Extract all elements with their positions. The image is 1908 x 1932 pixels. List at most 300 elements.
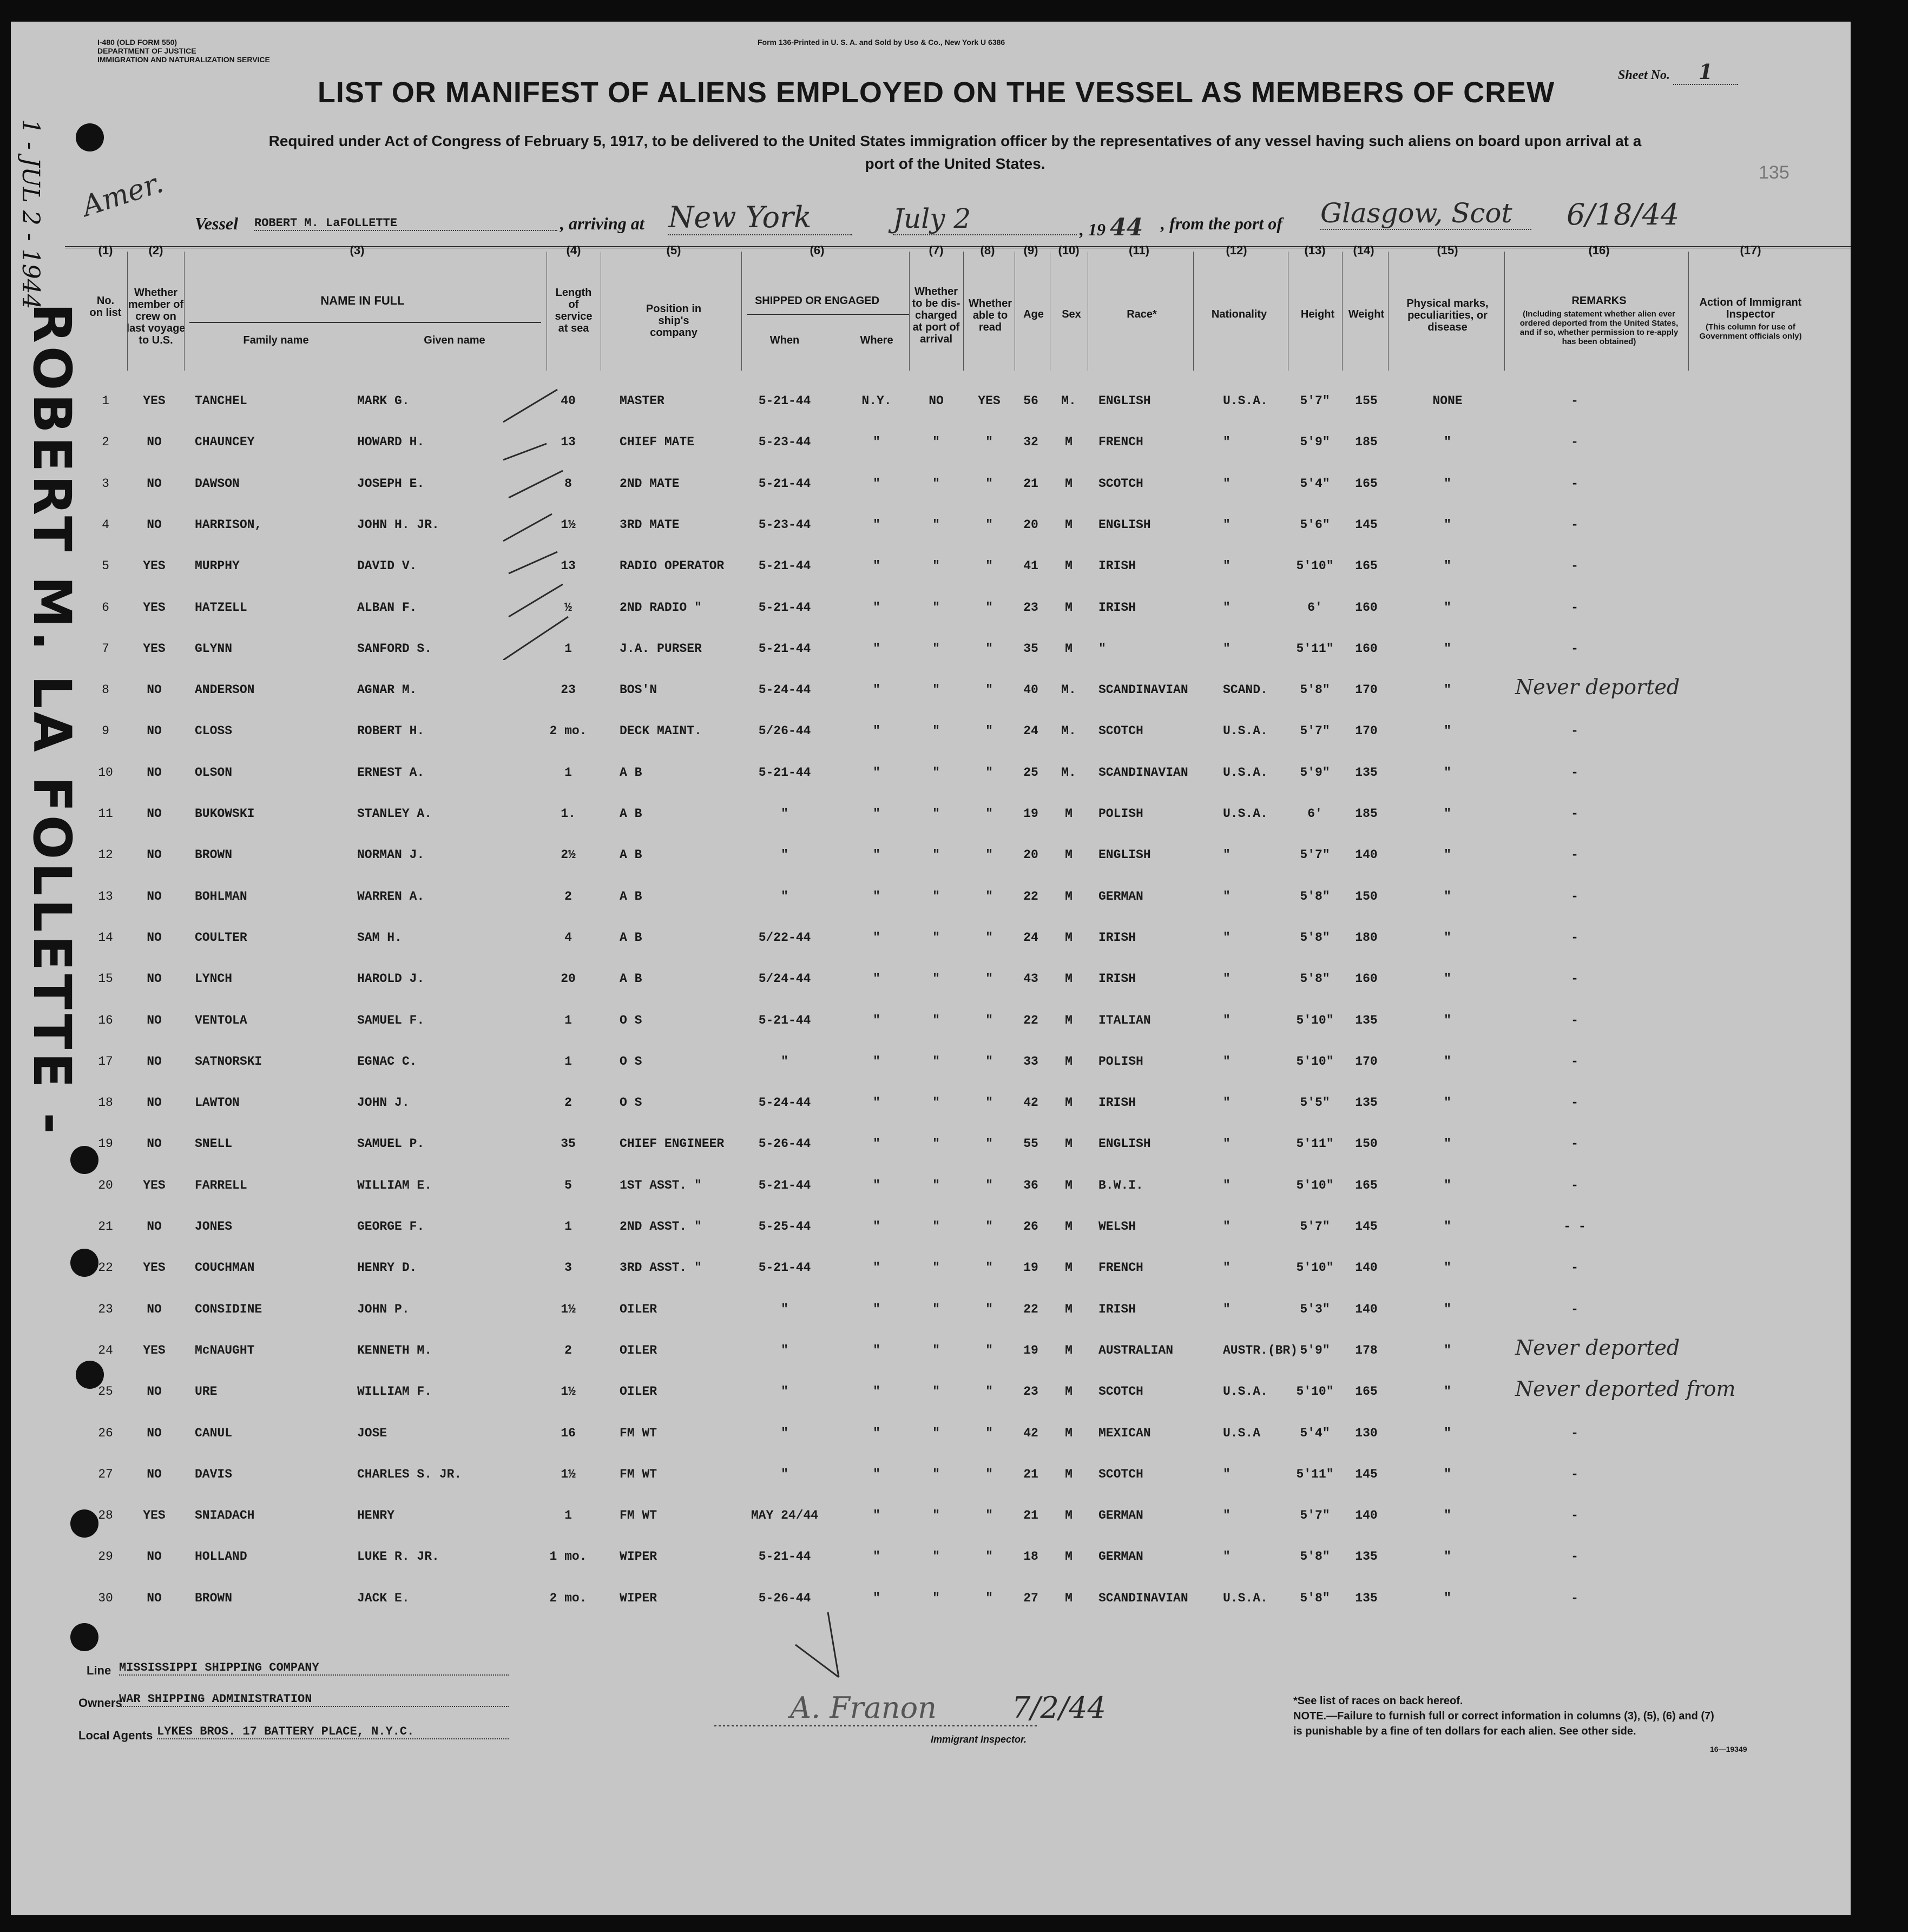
- shipped-divider: [747, 314, 909, 315]
- table-row: [11, 472, 1851, 494]
- cell-position: 2ND MATE: [620, 476, 680, 491]
- cell-where: ": [873, 600, 880, 615]
- cell-nat: U.S.A.: [1223, 724, 1268, 738]
- cell-remark: -: [1571, 807, 1578, 821]
- vessel-name: ROBERT M. LaFOLLETTE: [254, 216, 557, 231]
- cell-where: ": [873, 1508, 880, 1523]
- cell-read: ": [985, 1219, 993, 1234]
- cell-remark: -: [1571, 1508, 1578, 1523]
- cell-race: IRISH: [1098, 600, 1136, 615]
- cell-age: 20: [1023, 517, 1038, 532]
- cell-where: ": [873, 1013, 880, 1027]
- subtitle-line-1: Required under Act of Congress of February 5, 1917, to be delivered to the United States immigration officer by the representatives of any vessel having such aliens on board upon arrival at a: [268, 133, 1642, 149]
- arrival-year: 44: [1110, 214, 1143, 241]
- cell-prev: NO: [147, 807, 162, 821]
- cell-nat: ": [1223, 1137, 1231, 1151]
- cell-when: 5-21-44: [758, 1261, 811, 1275]
- cell-age: 23: [1023, 600, 1038, 615]
- cell-nat: U.S.A: [1223, 1426, 1261, 1440]
- cell-race: ENGLISH: [1098, 1137, 1151, 1151]
- cell-given: SAMUEL P.: [357, 1137, 425, 1151]
- received-stamp: 1 - JUL 2 - 1944: [17, 119, 44, 309]
- header-shipped: SHIPPED OR ENGAGED: [754, 295, 880, 307]
- cell-position: A B: [620, 972, 642, 986]
- cell-sex: M: [1065, 807, 1073, 821]
- header-action-sub: (This column for use of Government officials only): [1699, 322, 1802, 341]
- table-row: [11, 802, 1851, 824]
- cell-given: ERNEST A.: [357, 765, 425, 780]
- cell-sex: M: [1065, 1219, 1073, 1234]
- cell-disch: ": [932, 1178, 940, 1192]
- cell-service: 1: [564, 765, 572, 780]
- cell-race: POLISH: [1098, 1054, 1143, 1069]
- cell-when: 5-24-44: [758, 1096, 811, 1110]
- cell-family: LAWTON: [195, 1096, 240, 1110]
- cell-given: AGNAR M.: [357, 683, 417, 697]
- vessel-name-margin: ROBERT M. LA FOLLETTE -: [22, 303, 82, 1138]
- cell-service: 13: [561, 559, 576, 573]
- table-row: [11, 1091, 1851, 1113]
- cell-race: IRISH: [1098, 972, 1136, 986]
- penalty-note-2: is punishable by a fine of ten dollars for each alien. See other side.: [1293, 1725, 1636, 1737]
- name-divider: [189, 322, 541, 323]
- cell-disch: ": [932, 889, 940, 904]
- cell-family: VENTOLA: [195, 1013, 247, 1027]
- table-row: [11, 926, 1851, 948]
- cell-where: ": [873, 765, 880, 780]
- cell-read: ": [985, 848, 993, 862]
- col-num: (5): [666, 243, 681, 257]
- cell-prev: NO: [147, 1384, 162, 1399]
- cell-disch: NO: [929, 394, 944, 408]
- cell-service: 1: [564, 1054, 572, 1069]
- cell-sex: M: [1065, 1096, 1073, 1110]
- cell-nat: ": [1223, 559, 1231, 573]
- col-num: (3): [350, 243, 365, 257]
- cell-weight: 178: [1355, 1343, 1378, 1357]
- cell-service: 35: [561, 1137, 576, 1151]
- cell-height: 5'6": [1300, 517, 1330, 532]
- cell-when: ": [781, 889, 788, 904]
- cell-remark: Never deported from: [1515, 1377, 1736, 1401]
- cell-weight: 135: [1355, 1013, 1378, 1027]
- header-discharged: Whether to be dis-charged at port of arrival: [912, 286, 960, 345]
- cell-family: CHAUNCEY: [195, 435, 255, 450]
- cell-given: HOWARD H.: [357, 435, 425, 450]
- cell-when: 5-23-44: [758, 435, 811, 450]
- cell-sex: M: [1065, 1302, 1073, 1316]
- cell-where: ": [873, 1261, 880, 1275]
- cell-where: ": [873, 1426, 880, 1440]
- cell-race: GERMAN: [1098, 889, 1143, 904]
- cell-when: ": [781, 1054, 788, 1069]
- cell-no: 9: [102, 724, 109, 738]
- cell-race: IRISH: [1098, 1096, 1136, 1110]
- cell-given: JOHN P.: [357, 1302, 410, 1316]
- cell-phys: ": [1444, 641, 1451, 656]
- cell-no: 27: [98, 1467, 113, 1481]
- cell-prev: NO: [147, 1137, 162, 1151]
- cell-given: LUKE R. JR.: [357, 1549, 439, 1564]
- cell-phys: ": [1444, 1508, 1451, 1523]
- shipping-line: MISSISSIPPI SHIPPING COMPANY: [119, 1661, 509, 1676]
- cell-service: 1: [564, 1508, 572, 1523]
- cell-phys: ": [1444, 1384, 1451, 1399]
- cell-when: 5-24-44: [758, 683, 811, 697]
- cell-nat: ": [1223, 641, 1231, 656]
- cell-read: ": [985, 1137, 993, 1151]
- cell-family: BROWN: [195, 1591, 233, 1605]
- cell-position: 2ND RADIO ": [620, 600, 702, 615]
- voyage-line: [195, 214, 238, 234]
- cell-family: GLYNN: [195, 641, 233, 656]
- cell-given: CHARLES S. JR.: [357, 1467, 462, 1481]
- cell-when: ": [781, 1384, 788, 1399]
- cell-where: ": [873, 641, 880, 656]
- cell-position: A B: [620, 807, 642, 821]
- cell-weight: 140: [1355, 1261, 1378, 1275]
- cell-remark: -: [1571, 600, 1578, 615]
- cell-family: HOLLAND: [195, 1549, 247, 1564]
- cell-disch: ": [932, 641, 940, 656]
- cell-prev: NO: [147, 1219, 162, 1234]
- cell-read: ": [985, 1549, 993, 1564]
- cell-where: ": [873, 683, 880, 697]
- cell-read: ": [985, 807, 993, 821]
- cell-where: ": [873, 1054, 880, 1069]
- cell-family: CLOSS: [195, 724, 233, 738]
- cell-prev: YES: [143, 600, 166, 615]
- cell-no: 8: [102, 683, 109, 697]
- cell-disch: ": [932, 559, 940, 573]
- cell-position: O S: [620, 1054, 642, 1069]
- cell-when: 5/26-44: [758, 724, 811, 738]
- year-field: [1080, 214, 1143, 241]
- sheet-number-field: [1618, 60, 1738, 85]
- cell-prev: YES: [143, 1343, 166, 1357]
- cell-when: 5-21-44: [758, 765, 811, 780]
- table-row: [11, 1545, 1851, 1567]
- cell-phys: ": [1444, 435, 1451, 450]
- cell-age: 43: [1023, 972, 1038, 986]
- cell-height: 5'9": [1300, 765, 1330, 780]
- cell-nat: ": [1223, 1178, 1231, 1192]
- year-prefix: , 19: [1080, 220, 1106, 239]
- cell-nat: ": [1223, 476, 1231, 491]
- header-no: No. on list: [89, 295, 122, 319]
- cell-weight: 165: [1355, 559, 1378, 573]
- cell-race: MEXICAN: [1098, 1426, 1151, 1440]
- cell-when: 5/24-44: [758, 972, 811, 986]
- local-agents: LYKES BROS. 17 BATTERY PLACE, N.Y.C.: [157, 1725, 509, 1739]
- cell-position: 3RD ASST. ": [620, 1261, 702, 1275]
- cell-prev: NO: [147, 1591, 162, 1605]
- cell-weight: 170: [1355, 683, 1378, 697]
- cell-weight: 170: [1355, 1054, 1378, 1069]
- cell-no: 24: [98, 1343, 113, 1357]
- cell-disch: ": [932, 724, 940, 738]
- cell-age: 41: [1023, 559, 1038, 573]
- cell-remark: -: [1571, 1591, 1578, 1605]
- cell-service: 1: [564, 641, 572, 656]
- cell-phys: ": [1444, 807, 1451, 821]
- cell-no: 17: [98, 1054, 113, 1069]
- cell-weight: 185: [1355, 435, 1378, 450]
- cell-no: 20: [98, 1178, 113, 1192]
- cell-height: 5'8": [1300, 889, 1330, 904]
- cell-where: ": [873, 972, 880, 986]
- inspector-label: Immigrant Inspector.: [931, 1734, 1027, 1745]
- cell-prev: NO: [147, 1054, 162, 1069]
- cell-height: 5'7": [1300, 724, 1330, 738]
- page-title: LIST OR MANIFEST OF ALIENS EMPLOYED ON THE VESSEL AS MEMBERS OF CREW: [317, 76, 1555, 109]
- cell-age: 42: [1023, 1096, 1038, 1110]
- cell-position: OILER: [620, 1302, 657, 1316]
- cell-sex: M: [1065, 1054, 1073, 1069]
- cell-service: 2 mo.: [549, 1591, 587, 1605]
- cell-position: FM WT: [620, 1508, 657, 1523]
- cell-height: 5'9": [1300, 1343, 1330, 1357]
- header-able-read: Whether able to read: [969, 298, 1012, 333]
- cell-disch: ": [932, 435, 940, 450]
- cell-position: RADIO OPERATOR: [620, 559, 725, 573]
- cell-weight: 140: [1355, 848, 1378, 862]
- cell-race: SCOTCH: [1098, 724, 1143, 738]
- cell-prev: NO: [147, 972, 162, 986]
- cell-nat: ": [1223, 1467, 1231, 1481]
- cell-race: IRISH: [1098, 1302, 1136, 1316]
- header-weight: Weight: [1348, 308, 1385, 320]
- cell-no: 5: [102, 559, 109, 573]
- header-physical: Physical marks, peculiarities, or disease: [1406, 298, 1489, 333]
- cell-height: 5'8": [1300, 972, 1330, 986]
- agents-label: Local Agents: [78, 1729, 153, 1742]
- cell-position: BOS'N: [620, 683, 657, 697]
- cell-service: 16: [561, 1426, 576, 1440]
- cell-service: 1 mo.: [549, 1549, 587, 1564]
- cell-given: WARREN A.: [357, 889, 425, 904]
- cell-no: 22: [98, 1261, 113, 1275]
- cell-position: A B: [620, 930, 642, 945]
- cell-sex: M: [1065, 889, 1073, 904]
- cell-given: GEORGE F.: [357, 1219, 425, 1234]
- cell-position: A B: [620, 848, 642, 862]
- cell-family: ANDERSON: [195, 683, 255, 697]
- cell-prev: YES: [143, 1178, 166, 1192]
- cell-weight: 165: [1355, 1178, 1378, 1192]
- col-num: (2): [148, 243, 163, 257]
- table-row: [11, 1504, 1851, 1526]
- col-num: (12): [1226, 243, 1247, 257]
- cell-weight: 170: [1355, 724, 1378, 738]
- cell-when: 5-21-44: [758, 476, 811, 491]
- cell-disch: ": [932, 1302, 940, 1316]
- margin-note: Amer.: [78, 166, 167, 223]
- cell-service: 1½: [561, 1302, 576, 1316]
- footer-notes: [1293, 1693, 1714, 1739]
- line-label: Line: [87, 1664, 111, 1677]
- cell-family: BROWN: [195, 848, 233, 862]
- cell-prev: NO: [147, 930, 162, 945]
- cell-height: 5'7": [1300, 394, 1330, 408]
- cell-position: 1ST ASST. ": [620, 1178, 702, 1192]
- cell-when: 5-26-44: [758, 1137, 811, 1151]
- cell-height: 5'7": [1300, 1219, 1330, 1234]
- cell-family: SATNORSKI: [195, 1054, 262, 1069]
- cell-race: FRENCH: [1098, 1261, 1143, 1275]
- cell-when: 5-21-44: [758, 600, 811, 615]
- cell-height: 5'10": [1296, 1384, 1334, 1399]
- cell-read: ": [985, 517, 993, 532]
- cell-age: 55: [1023, 1137, 1038, 1151]
- cell-phys: ": [1444, 930, 1451, 945]
- cell-nat: ": [1223, 848, 1231, 862]
- cell-no: 12: [98, 848, 113, 862]
- cell-given: ROBERT H.: [357, 724, 425, 738]
- table-row: [11, 843, 1851, 865]
- table-row: [11, 720, 1851, 741]
- cell-service: 3: [564, 1261, 572, 1275]
- cell-weight: 160: [1355, 972, 1378, 986]
- cell-nat: SCAND.: [1223, 683, 1268, 697]
- cell-nat: U.S.A.: [1223, 394, 1268, 408]
- cell-race: SCANDINAVIAN: [1098, 683, 1188, 697]
- cell-sex: M.: [1061, 394, 1076, 408]
- cell-service: 40: [561, 394, 576, 408]
- cell-given: HENRY D.: [357, 1261, 417, 1275]
- cell-phys: ": [1444, 1219, 1451, 1234]
- cell-remark: -: [1571, 930, 1578, 945]
- cell-no: 2: [102, 435, 109, 450]
- header-nationality: Nationality: [1211, 308, 1267, 320]
- cell-given: SAM H.: [357, 930, 402, 945]
- cell-disch: ": [932, 1384, 940, 1399]
- cell-nat: ": [1223, 517, 1231, 532]
- cell-service: 2: [564, 1343, 572, 1357]
- cell-disch: ": [932, 1343, 940, 1357]
- cell-no: 26: [98, 1426, 113, 1440]
- cell-family: COULTER: [195, 930, 247, 945]
- cell-when: 5/22-44: [758, 930, 811, 945]
- col-num: (17): [1740, 243, 1761, 257]
- cell-sex: M: [1065, 1508, 1073, 1523]
- cell-family: CANUL: [195, 1426, 233, 1440]
- cell-height: 5'5": [1300, 1096, 1330, 1110]
- cell-read: ": [985, 1302, 993, 1316]
- cell-age: 22: [1023, 1013, 1038, 1027]
- manifest-sheet: [11, 22, 1851, 1915]
- cell-phys: ": [1444, 1178, 1451, 1192]
- from-port-label: , from the port of: [1161, 214, 1282, 233]
- cell-no: 28: [98, 1508, 113, 1523]
- departure-date: 6/18/44: [1567, 197, 1680, 232]
- header-race: Race*: [1127, 308, 1157, 320]
- col-num: (6): [810, 243, 825, 257]
- cell-service: 2: [564, 1096, 572, 1110]
- cell-weight: 150: [1355, 889, 1378, 904]
- col-num: (15): [1437, 243, 1458, 257]
- cell-race: ENGLISH: [1098, 394, 1151, 408]
- cell-height: 6': [1307, 807, 1323, 821]
- cell-disch: ": [932, 930, 940, 945]
- cell-prev: NO: [147, 1013, 162, 1027]
- cell-remark: -: [1571, 641, 1578, 656]
- cell-phys: ": [1444, 559, 1451, 573]
- cell-weight: 165: [1355, 1384, 1378, 1399]
- cell-race: B.W.I.: [1098, 1178, 1143, 1192]
- cell-race: SCANDINAVIAN: [1098, 1591, 1188, 1605]
- cell-height: 5'4": [1300, 476, 1330, 491]
- cell-height: 5'4": [1300, 1426, 1330, 1440]
- cell-service: 1½: [561, 1384, 576, 1399]
- inspector-signature: [714, 1612, 1093, 1748]
- cell-prev: NO: [147, 435, 162, 450]
- cell-where: ": [873, 559, 880, 573]
- cell-disch: ": [932, 476, 940, 491]
- cell-disch: ": [932, 1591, 940, 1605]
- cell-weight: 155: [1355, 394, 1378, 408]
- cell-position: OILER: [620, 1343, 657, 1357]
- cell-nat: ": [1223, 1261, 1231, 1275]
- col-num: (7): [929, 243, 944, 257]
- cell-given: JACK E.: [357, 1591, 410, 1605]
- cell-position: DECK MAINT.: [620, 724, 702, 738]
- col-num: (9): [1023, 243, 1038, 257]
- cell-sex: M: [1065, 559, 1073, 573]
- cell-service: 1: [564, 1219, 572, 1234]
- cell-nat: U.S.A.: [1223, 1591, 1268, 1605]
- signature-date: 7/2/44: [1012, 1691, 1106, 1725]
- cell-age: 22: [1023, 889, 1038, 904]
- cell-sex: M: [1065, 641, 1073, 656]
- cell-prev: NO: [147, 1302, 162, 1316]
- cell-remark: -: [1571, 1467, 1578, 1481]
- cell-phys: ": [1444, 1013, 1451, 1027]
- table-row: [11, 1377, 1851, 1402]
- corner-stamp: 135: [1759, 162, 1789, 183]
- cell-family: TANCHEL: [195, 394, 247, 408]
- cell-family: OLSON: [195, 765, 233, 780]
- cell-family: FARRELL: [195, 1178, 247, 1192]
- cell-family: DAWSON: [195, 476, 240, 491]
- cell-no: 16: [98, 1013, 113, 1027]
- inspector-signature-text: A. Franon: [790, 1691, 937, 1725]
- cell-when: 5-25-44: [758, 1219, 811, 1234]
- cell-given: HAROLD J.: [357, 972, 425, 986]
- cell-read: ": [985, 1096, 993, 1110]
- cell-weight: 185: [1355, 807, 1378, 821]
- form-code: 16—19349: [1710, 1745, 1747, 1753]
- page-subtitle: [81, 130, 1829, 175]
- cell-position: OILER: [620, 1384, 657, 1399]
- cell-given: STANLEY A.: [357, 807, 432, 821]
- header-height: Height: [1300, 308, 1335, 320]
- cell-height: 5'11": [1296, 1467, 1334, 1481]
- col-num: (16): [1588, 243, 1610, 257]
- cell-family: SNIADACH: [195, 1508, 255, 1523]
- cell-prev: NO: [147, 683, 162, 697]
- cell-where: ": [873, 1178, 880, 1192]
- cell-read: ": [985, 889, 993, 904]
- cell-nat: ": [1223, 1054, 1231, 1069]
- cell-disch: ": [932, 517, 940, 532]
- cell-sex: M: [1065, 1467, 1073, 1481]
- cell-phys: ": [1444, 1261, 1451, 1275]
- cell-height: 6': [1307, 600, 1323, 615]
- cell-race: WELSH: [1098, 1219, 1136, 1234]
- penalty-note-1: NOTE.—Failure to furnish full or correct information in columns (3), (5), (6) and (7): [1293, 1710, 1714, 1722]
- owners: WAR SHIPPING ADMINISTRATION: [119, 1692, 509, 1707]
